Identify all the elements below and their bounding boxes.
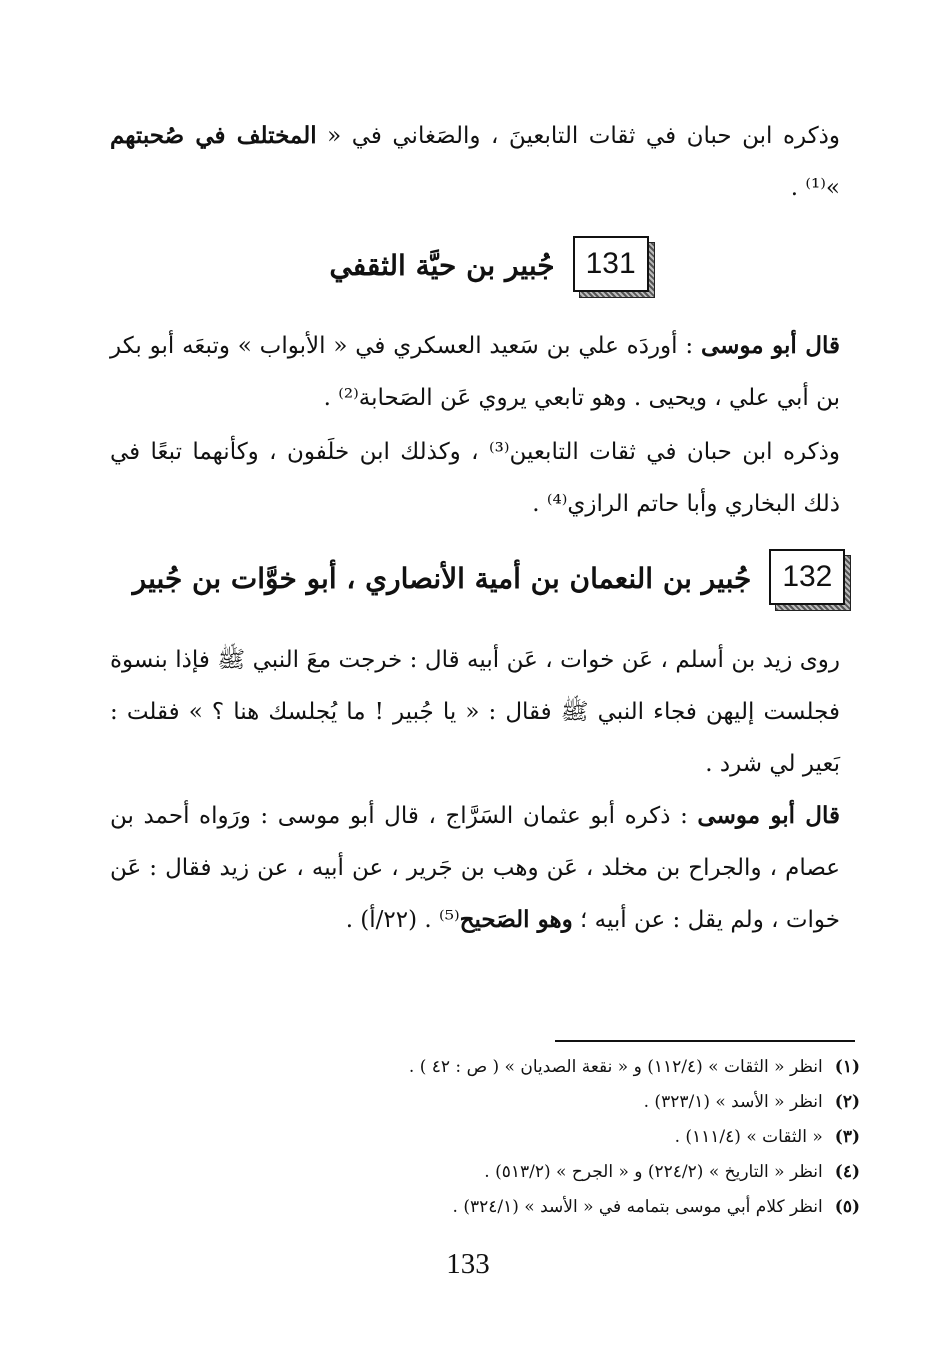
footnote-text: انظر « الثقات » (١١٢/٤) و « نقعة الصديان » ( ص : ٤٢ ) . xyxy=(408,1057,823,1077)
footnote-text: انظر كلام أبي موسى بتمامه في « الأسد » (٣٢٤/١) . xyxy=(452,1197,823,1217)
paragraph-text: وذكره ابن حبان في ثقات التابعين⁽³⁾ ، وكذلك ابن خلَفون ، وكأنهما تبعًا في ذلك البخاري وأبا حاتم الرازي⁽⁴⁾ . xyxy=(110,439,840,517)
footnote-text: « الثقات » (١١١/٤) . xyxy=(674,1127,823,1147)
intro-end: »⁽¹⁾ . xyxy=(790,175,840,201)
entry-131-paragraph-1 xyxy=(110,320,840,424)
footnote-number: (٥) xyxy=(834,1197,860,1217)
paragraph-text: روى زيد بن أسلم ، عَن خوات ، عَن أبيه قال : خرجت معَ النبي ﷺ فإذا بنسوة فجلست إليهن فجاء النبي ﷺ فقال : « يا جُبير ! ما يُجلسك هنا ؟ » فقلت : بَعير لي شرد . xyxy=(110,647,840,777)
entry-number-box xyxy=(573,236,651,294)
intro-paragraph xyxy=(110,110,840,214)
paragraph-tail: ⁽⁵⁾ . (٢٢/أ) . xyxy=(345,907,460,933)
paragraph-lead: قال أبو موسى xyxy=(700,332,841,359)
intro-text: وذكره ابن حبان في ثقات التابعينَ ، والصَغاني في « xyxy=(316,123,840,149)
footnote xyxy=(300,1120,860,1155)
footnote xyxy=(300,1190,860,1225)
entry-132-paragraph-2 xyxy=(110,790,840,946)
footnote xyxy=(300,1155,860,1190)
entry-132-paragraph-1 xyxy=(110,634,840,790)
footnote-number: (٤) xyxy=(834,1162,860,1182)
page-number: 133 xyxy=(446,1248,490,1280)
footnote-text: انظر « التاريخ » (٢٢٤/٢) و « الجرح » (٥١٣/٢) . xyxy=(484,1162,823,1182)
footnote xyxy=(300,1050,860,1085)
entry-132-header xyxy=(110,538,870,618)
intro-book-title: المختلف في صُحبتهم xyxy=(110,122,317,149)
entry-number: 132 xyxy=(769,549,845,605)
footnote-number: (١) xyxy=(834,1057,860,1077)
footnotes xyxy=(300,1050,860,1225)
paragraph-text: : أوردَه علي بن سَعيد العسكري في « الأبواب » وتبعَه أبو بكر بن أبي علي ، ويحيى . وهو تابعي يروي عَن الصَحابة⁽²⁾ . xyxy=(110,333,840,411)
footnote-number: (٢) xyxy=(834,1092,860,1112)
footnote xyxy=(300,1085,860,1120)
entry-number-box xyxy=(769,549,847,607)
footnote-number: (٣) xyxy=(834,1127,860,1147)
entry-title: جُبير بن النعمان بن أمية الأنصاري ، أبو خوَّات بن جُبير xyxy=(132,561,752,595)
paragraph-text: : ذكره أبو عثمان السَرَّاج ، قال أبو موسى : ورَواه أحمد بن عصام ، والجراح بن مخلد ، عَن وهب بن جَرير ، عن أبيه ، عن زيد فقال : عَن خوات ، ولم يقل : عن أبيه ؛ xyxy=(110,803,840,933)
entry-title: جُبير بن حيَّة الثقفي xyxy=(329,248,555,282)
entry-131-paragraph-2 xyxy=(110,426,840,530)
paragraph-lead: قال أبو موسى xyxy=(697,802,840,829)
paragraph-bold-tail: وهو الصَحيح xyxy=(459,906,573,933)
entry-131-header xyxy=(110,225,870,305)
footnote-separator xyxy=(555,1040,855,1042)
footnote-text: انظر « الأسد » (٣٢٣/١) . xyxy=(643,1092,823,1112)
entry-number: 131 xyxy=(573,236,649,292)
